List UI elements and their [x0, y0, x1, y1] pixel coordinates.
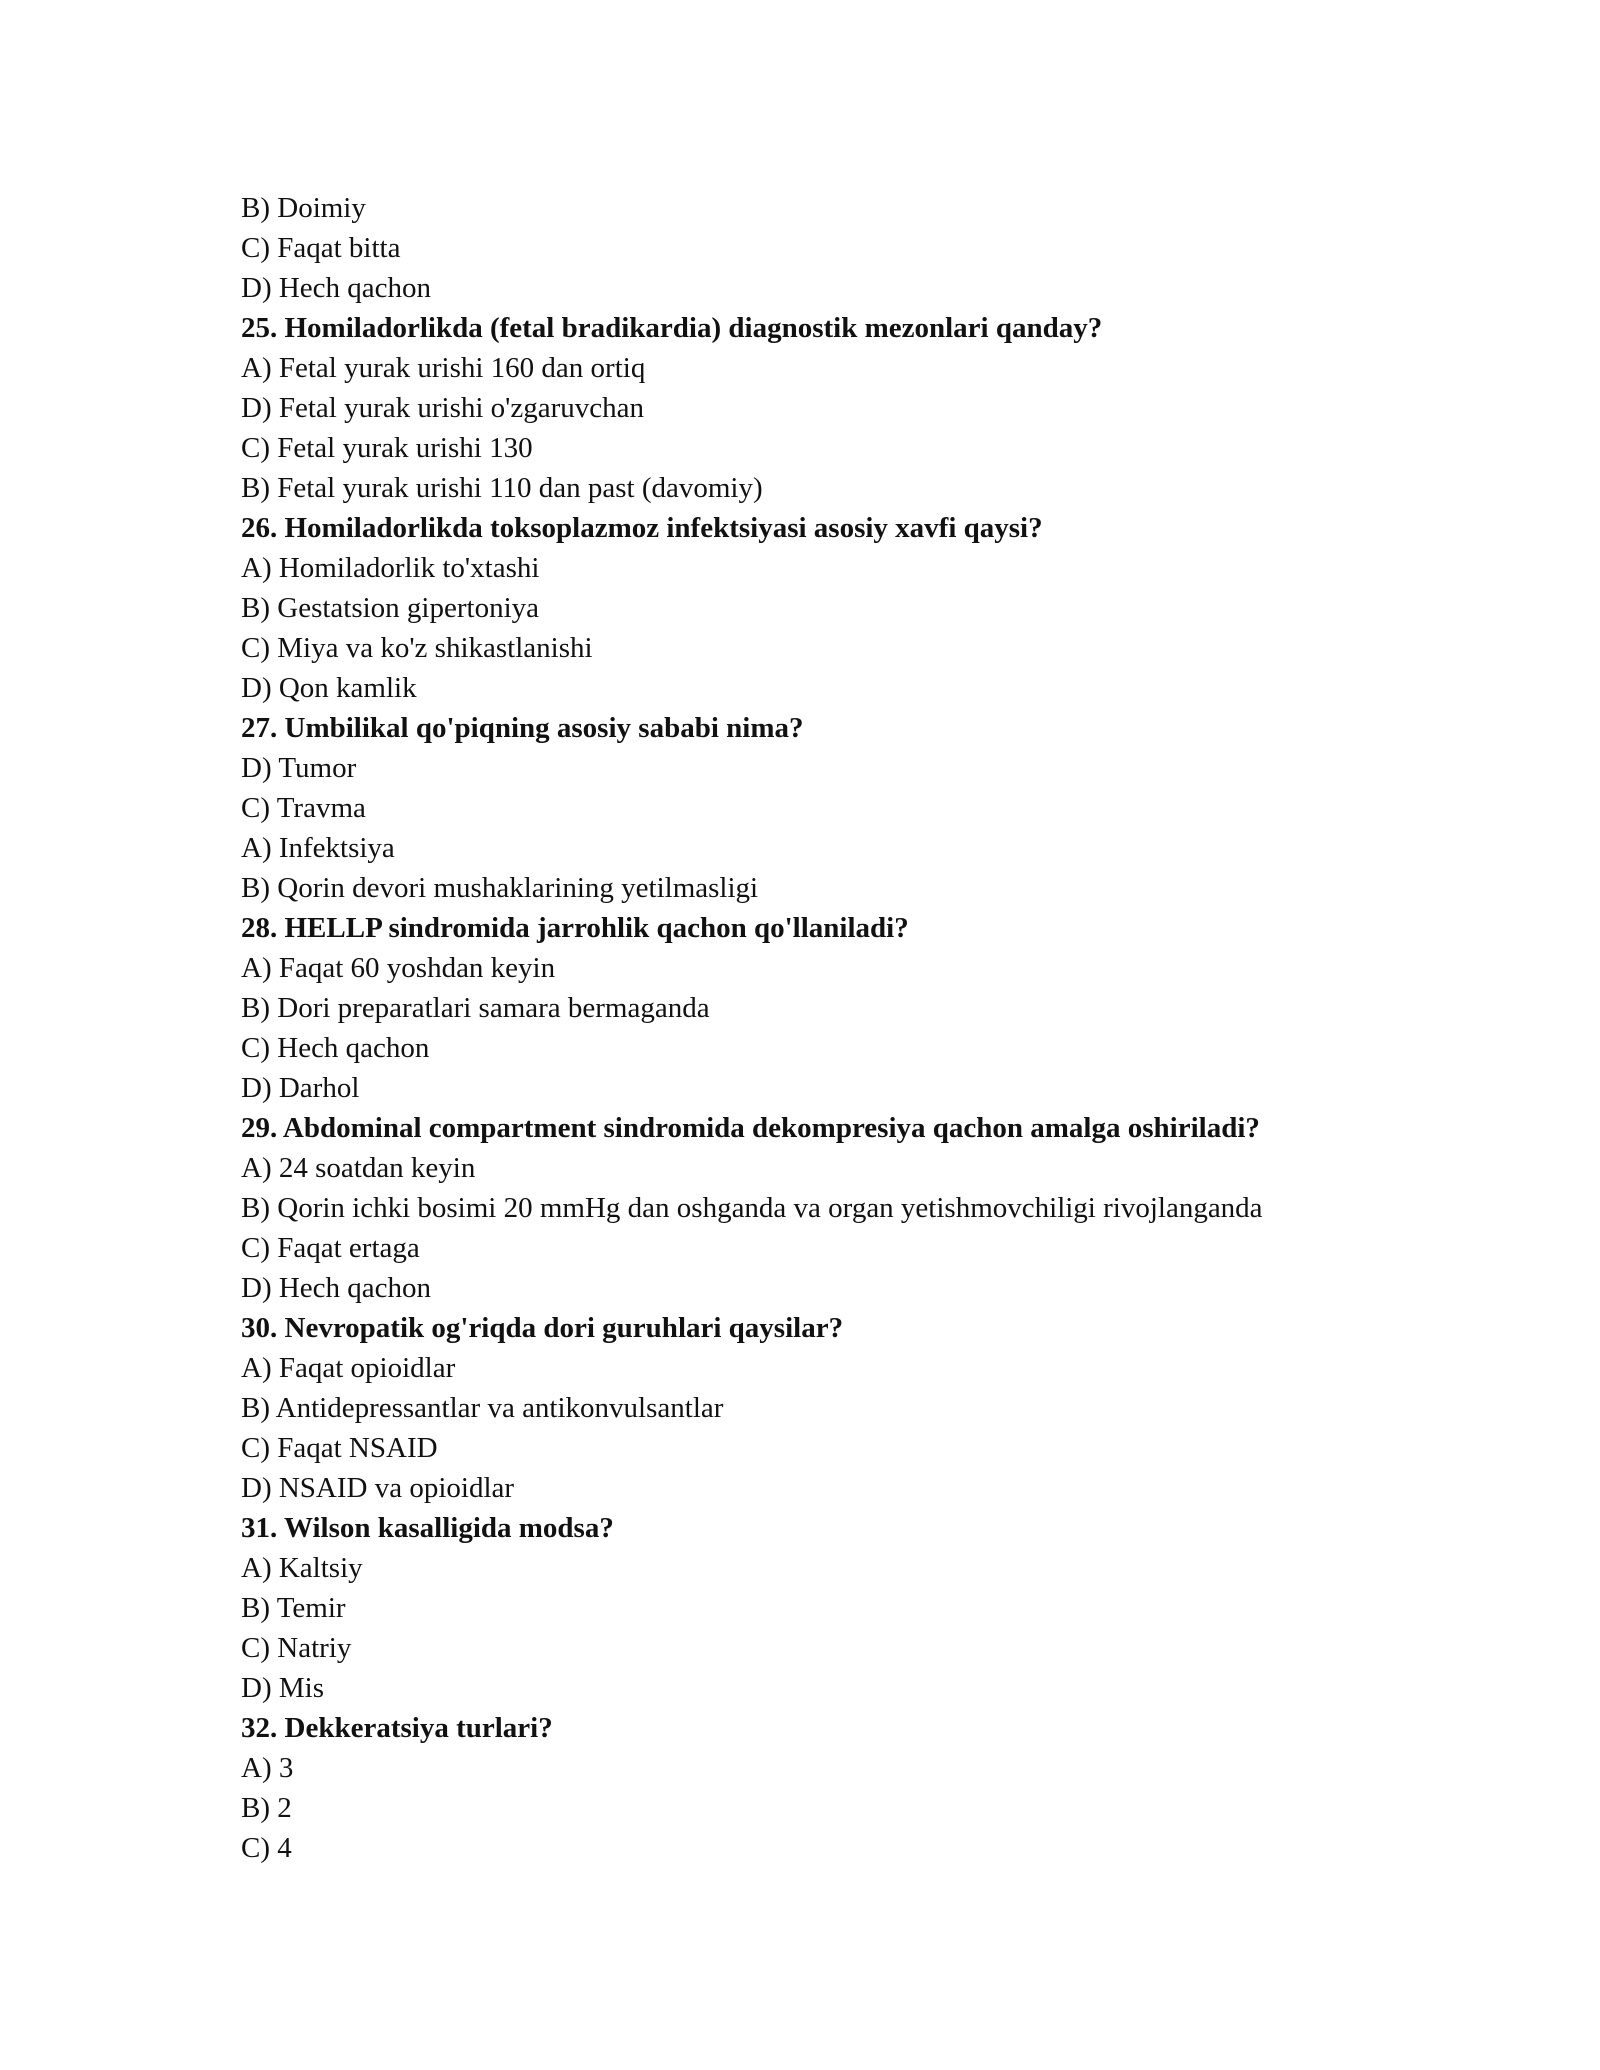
question-text: 29. Abdominal compartment sindromida dekompresiya qachon amalga oshiriladi? [241, 1112, 1260, 1144]
question-text: 27. Umbilikal qo'piqning asosiy sababi nima? [241, 712, 804, 744]
answer-option: B) Qorin devori mushaklarining yetilmasligi [241, 872, 759, 904]
answer-option: D) Darhol [241, 1072, 360, 1104]
answer-option: D) NSAID va opioidlar [241, 1472, 515, 1504]
question-text: 28. HELLP sindromida jarrohlik qachon qo'llaniladi? [241, 912, 909, 944]
question-text: 25. Homiladorlikda (fetal bradikardia) diagnostik mezonlari qanday? [241, 312, 1103, 344]
answer-option: D) Fetal yurak urishi o'zgaruvchan [241, 392, 645, 424]
answer-option: A) Homiladorlik to'xtashi [241, 552, 540, 584]
answer-option: D) Tumor [241, 752, 357, 784]
answer-option: D) Hech qachon [241, 272, 432, 304]
question-text: 32. Dekkeratsiya turlari? [241, 1712, 553, 1744]
answer-option: A) 24 soatdan keyin [241, 1152, 476, 1184]
answer-option: C) Faqat NSAID [241, 1432, 438, 1464]
answer-option: B) Doimiy [241, 192, 366, 224]
answer-option: A) Faqat opioidlar [241, 1352, 456, 1384]
answer-option: A) Faqat 60 yoshdan keyin [241, 952, 556, 984]
answer-option: A) 3 [241, 1752, 294, 1784]
answer-option: B) 2 [241, 1792, 292, 1824]
answer-option: B) Antidepressantlar va antikonvulsantlar [241, 1392, 724, 1424]
answer-option: B) Dori preparatlari samara bermaganda [241, 992, 710, 1024]
question-text: 30. Nevropatik og'riqda dori guruhlari qaysilar? [241, 1312, 844, 1344]
answer-option: B) Temir [241, 1592, 346, 1624]
quiz-content [241, 188, 1441, 1868]
answer-option: D) Mis [241, 1672, 324, 1704]
answer-option: B) Qorin ichki bosimi 20 mmHg dan oshganda va organ yetishmovchiligi rivojlanganda [241, 1192, 1263, 1224]
answer-option: C) Natriy [241, 1632, 352, 1664]
answer-option: C) Travma [241, 792, 366, 824]
answer-option: D) Qon kamlik [241, 672, 417, 704]
question-text: 31. Wilson kasalligida modsa? [241, 1512, 614, 1544]
answer-option: C) Miya va ko'z shikastlanishi [241, 632, 593, 664]
answer-option: A) Kaltsiy [241, 1552, 363, 1584]
answer-option: C) Fetal yurak urishi 130 [241, 432, 533, 464]
answer-option: C) Faqat ertaga [241, 1232, 420, 1264]
answer-option: D) Hech qachon [241, 1272, 432, 1304]
answer-option: A) Infektsiya [241, 832, 395, 864]
answer-option: B) Gestatsion gipertoniya [241, 592, 540, 624]
answer-option: C) Hech qachon [241, 1032, 430, 1064]
answer-option: C) Faqat bitta [241, 232, 401, 264]
question-text: 26. Homiladorlikda toksoplazmoz infektsiyasi asosiy xavfi qaysi? [241, 512, 1043, 544]
answer-option: B) Fetal yurak urishi 110 dan past (davomiy) [241, 472, 763, 504]
answer-option: C) 4 [241, 1832, 292, 1864]
answer-option: A) Fetal yurak urishi 160 dan ortiq [241, 352, 646, 384]
